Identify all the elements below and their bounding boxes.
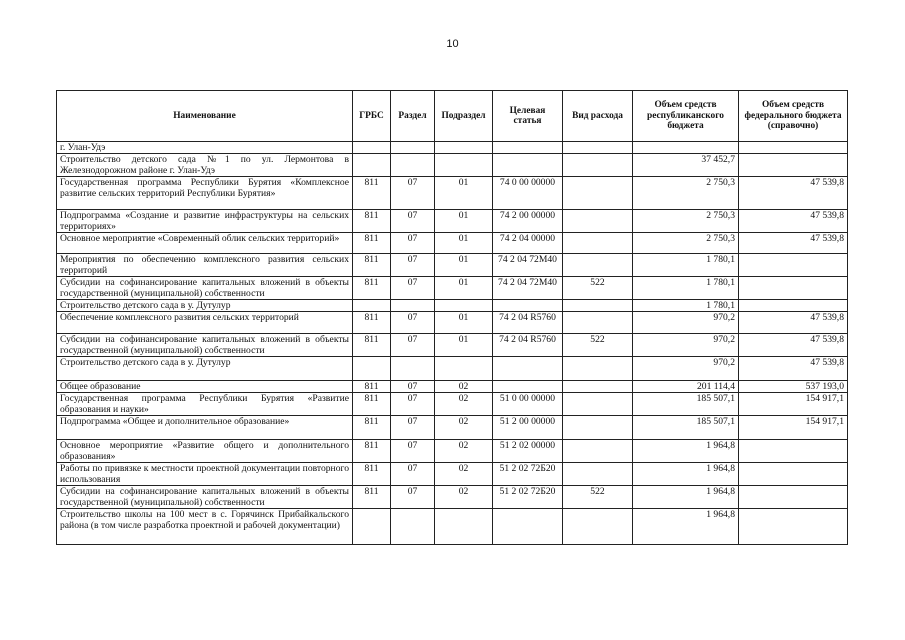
cell-razdel: 07	[391, 463, 435, 486]
cell-vid	[563, 210, 633, 233]
cell-vid	[563, 357, 633, 381]
cell-grbs: 811	[353, 416, 391, 440]
table-body	[57, 142, 848, 545]
cell-fed	[739, 440, 848, 463]
cell-grbs: 811	[353, 277, 391, 300]
cell-podrazdel	[435, 357, 493, 381]
cell-name: Субсидии на софинансирование капитальных вложений в объекты государственной (муниципальной) собственности	[57, 277, 353, 300]
cell-grbs: 811	[353, 233, 391, 254]
cell-name: Строительство детского сада №1 по ул. Лермонтова в Железнодорожном районе г. Улан-Удэ	[57, 154, 353, 177]
cell-razdel: 07	[391, 254, 435, 277]
cell-name: Строительство школы на 100 мест в с. Горячинск Прибайкальского района (в том числе разработка проектной и рабочей документации)	[57, 509, 353, 545]
cell-resp: 1 780,1	[633, 254, 739, 277]
table-row	[57, 440, 848, 463]
cell-statya: 74 2 04 R5760	[493, 312, 563, 334]
cell-grbs: 811	[353, 312, 391, 334]
cell-vid	[563, 440, 633, 463]
cell-resp: 185 507,1	[633, 393, 739, 416]
cell-vid: 522	[563, 277, 633, 300]
cell-grbs: 811	[353, 393, 391, 416]
cell-podrazdel: 02	[435, 440, 493, 463]
cell-fed	[739, 509, 848, 545]
cell-razdel: 07	[391, 177, 435, 210]
cell-podrazdel	[435, 142, 493, 154]
cell-name: Подпрограмма «Создание и развитие инфраструктуры на сельских территориях»	[57, 210, 353, 233]
cell-podrazdel	[435, 154, 493, 177]
cell-statya: 51 2 00 00000	[493, 416, 563, 440]
cell-fed: 154 917,1	[739, 416, 848, 440]
cell-name: Основное мероприятие «Современный облик сельских территорий»	[57, 233, 353, 254]
cell-statya: 74 2 04 R5760	[493, 334, 563, 357]
cell-grbs: 811	[353, 463, 391, 486]
table-row	[57, 177, 848, 210]
cell-podrazdel: 01	[435, 233, 493, 254]
cell-fed	[739, 300, 848, 312]
table-row	[57, 416, 848, 440]
cell-name: Обеспечение комплексного развития сельских территорий	[57, 312, 353, 334]
header-grbs: ГРБС	[353, 91, 391, 142]
cell-fed: 47 539,8	[739, 312, 848, 334]
cell-fed	[739, 463, 848, 486]
cell-vid	[563, 509, 633, 545]
cell-podrazdel: 02	[435, 381, 493, 393]
cell-resp: 185 507,1	[633, 416, 739, 440]
cell-statya	[493, 381, 563, 393]
cell-vid	[563, 416, 633, 440]
cell-grbs: 811	[353, 210, 391, 233]
header-resp: Объем средств республиканского бюджета	[633, 91, 739, 142]
cell-name: Строительство детского сада в у. Дутулур	[57, 300, 353, 312]
cell-podrazdel: 02	[435, 486, 493, 509]
cell-vid	[563, 142, 633, 154]
cell-statya: 74 2 04 72М40	[493, 254, 563, 277]
cell-razdel: 07	[391, 277, 435, 300]
header-fed: Объем средств федерального бюджета (справочно)	[739, 91, 848, 142]
cell-fed: 47 539,8	[739, 334, 848, 357]
cell-grbs: 811	[353, 486, 391, 509]
cell-podrazdel	[435, 509, 493, 545]
table-row	[57, 334, 848, 357]
table-row	[57, 277, 848, 300]
cell-name: Подпрограмма «Общее и дополнительное образование»	[57, 416, 353, 440]
cell-resp: 2 750,3	[633, 233, 739, 254]
cell-resp: 970,2	[633, 357, 739, 381]
cell-podrazdel: 01	[435, 277, 493, 300]
table-row	[57, 486, 848, 509]
cell-resp: 2 750,3	[633, 177, 739, 210]
header-podrazdel: Подраздел	[435, 91, 493, 142]
header-statya: Целевая статья	[493, 91, 563, 142]
cell-name: Государственная программа Республики Бурятия «Комплексное развитие сельских территорий Республики Бурятия»	[57, 177, 353, 210]
cell-podrazdel: 02	[435, 463, 493, 486]
cell-razdel: 07	[391, 440, 435, 463]
header-razdel: Раздел	[391, 91, 435, 142]
cell-statya: 74 2 04 72М40	[493, 277, 563, 300]
header-vid: Вид расхода	[563, 91, 633, 142]
cell-name: Государственная программа Республики Бурятия «Развитие образования и науки»	[57, 393, 353, 416]
cell-vid	[563, 312, 633, 334]
cell-vid: 522	[563, 486, 633, 509]
cell-razdel	[391, 300, 435, 312]
cell-fed: 47 539,8	[739, 357, 848, 381]
cell-grbs	[353, 357, 391, 381]
cell-podrazdel	[435, 300, 493, 312]
cell-razdel: 07	[391, 334, 435, 357]
table-row	[57, 381, 848, 393]
cell-statya: 51 0 00 00000	[493, 393, 563, 416]
cell-resp: 970,2	[633, 312, 739, 334]
cell-fed	[739, 254, 848, 277]
cell-statya	[493, 357, 563, 381]
cell-fed	[739, 277, 848, 300]
cell-vid	[563, 300, 633, 312]
cell-grbs: 811	[353, 440, 391, 463]
table-row	[57, 312, 848, 334]
cell-vid: 522	[563, 334, 633, 357]
cell-resp: 37 452,7	[633, 154, 739, 177]
cell-vid	[563, 463, 633, 486]
page-number: 10	[446, 38, 459, 50]
cell-razdel	[391, 357, 435, 381]
cell-grbs: 811	[353, 177, 391, 210]
cell-fed	[739, 154, 848, 177]
cell-fed: 47 539,8	[739, 233, 848, 254]
cell-podrazdel: 01	[435, 210, 493, 233]
cell-vid	[563, 393, 633, 416]
cell-name: г. Улан-Удэ	[57, 142, 353, 154]
cell-grbs: 811	[353, 381, 391, 393]
cell-resp: 201 114,4	[633, 381, 739, 393]
cell-grbs: 811	[353, 334, 391, 357]
cell-vid	[563, 154, 633, 177]
cell-razdel: 07	[391, 233, 435, 254]
cell-podrazdel: 01	[435, 312, 493, 334]
cell-fed: 47 539,8	[739, 210, 848, 233]
table-row	[57, 463, 848, 486]
cell-grbs	[353, 154, 391, 177]
cell-resp: 1 964,8	[633, 486, 739, 509]
cell-vid	[563, 381, 633, 393]
table-row	[57, 233, 848, 254]
cell-resp	[633, 142, 739, 154]
cell-podrazdel: 02	[435, 416, 493, 440]
cell-name: Субсидии на софинансирование капитальных вложений в объекты государственной (муниципальной) собственности	[57, 334, 353, 357]
cell-statya	[493, 509, 563, 545]
cell-statya: 74 2 00 00000	[493, 210, 563, 233]
cell-grbs: 811	[353, 254, 391, 277]
cell-razdel: 07	[391, 381, 435, 393]
cell-podrazdel: 01	[435, 177, 493, 210]
cell-statya: 74 0 00 00000	[493, 177, 563, 210]
cell-name: Работы по привязке к местности проектной документации повторного использования	[57, 463, 353, 486]
cell-statya: 51 2 02 72Б20	[493, 463, 563, 486]
table-header-row	[57, 91, 848, 142]
cell-grbs	[353, 142, 391, 154]
cell-vid	[563, 177, 633, 210]
table-row	[57, 509, 848, 545]
table-row	[57, 254, 848, 277]
cell-fed: 154 917,1	[739, 393, 848, 416]
cell-statya: 51 2 02 72Б20	[493, 486, 563, 509]
cell-vid	[563, 254, 633, 277]
table-row	[57, 357, 848, 381]
cell-resp: 2 750,3	[633, 210, 739, 233]
cell-name: Основное мероприятие «Развитие общего и дополнительного образования»	[57, 440, 353, 463]
cell-grbs	[353, 509, 391, 545]
cell-name: Общее образование	[57, 381, 353, 393]
cell-razdel: 07	[391, 416, 435, 440]
cell-statya	[493, 154, 563, 177]
cell-resp: 1 780,1	[633, 277, 739, 300]
cell-razdel	[391, 509, 435, 545]
cell-razdel: 07	[391, 210, 435, 233]
cell-name: Мероприятия по обеспечению комплексного развития сельских территорий	[57, 254, 353, 277]
cell-razdel	[391, 154, 435, 177]
cell-fed: 47 539,8	[739, 177, 848, 210]
cell-fed: 537 193,0	[739, 381, 848, 393]
cell-statya	[493, 300, 563, 312]
cell-fed	[739, 142, 848, 154]
cell-resp: 1 964,8	[633, 509, 739, 545]
cell-resp: 970,2	[633, 334, 739, 357]
cell-fed	[739, 486, 848, 509]
cell-resp: 1 964,8	[633, 440, 739, 463]
cell-podrazdel: 01	[435, 334, 493, 357]
cell-razdel: 07	[391, 312, 435, 334]
cell-podrazdel: 01	[435, 254, 493, 277]
cell-razdel: 07	[391, 393, 435, 416]
cell-resp: 1 780,1	[633, 300, 739, 312]
header-name: Наименование	[57, 91, 353, 142]
table-row	[57, 393, 848, 416]
cell-podrazdel: 02	[435, 393, 493, 416]
cell-name: Строительство детского сада в у. Дутулур	[57, 357, 353, 381]
cell-grbs	[353, 300, 391, 312]
cell-statya	[493, 142, 563, 154]
budget-table	[56, 90, 848, 545]
cell-razdel	[391, 142, 435, 154]
table-row	[57, 300, 848, 312]
cell-statya: 74 2 04 00000	[493, 233, 563, 254]
table-row	[57, 154, 848, 177]
table-row	[57, 142, 848, 154]
cell-statya: 51 2 02 00000	[493, 440, 563, 463]
table-row	[57, 210, 848, 233]
cell-name: Субсидии на софинансирование капитальных вложений в объекты государственной (муниципальной) собственности	[57, 486, 353, 509]
cell-razdel: 07	[391, 486, 435, 509]
cell-vid	[563, 233, 633, 254]
cell-resp: 1 964,8	[633, 463, 739, 486]
